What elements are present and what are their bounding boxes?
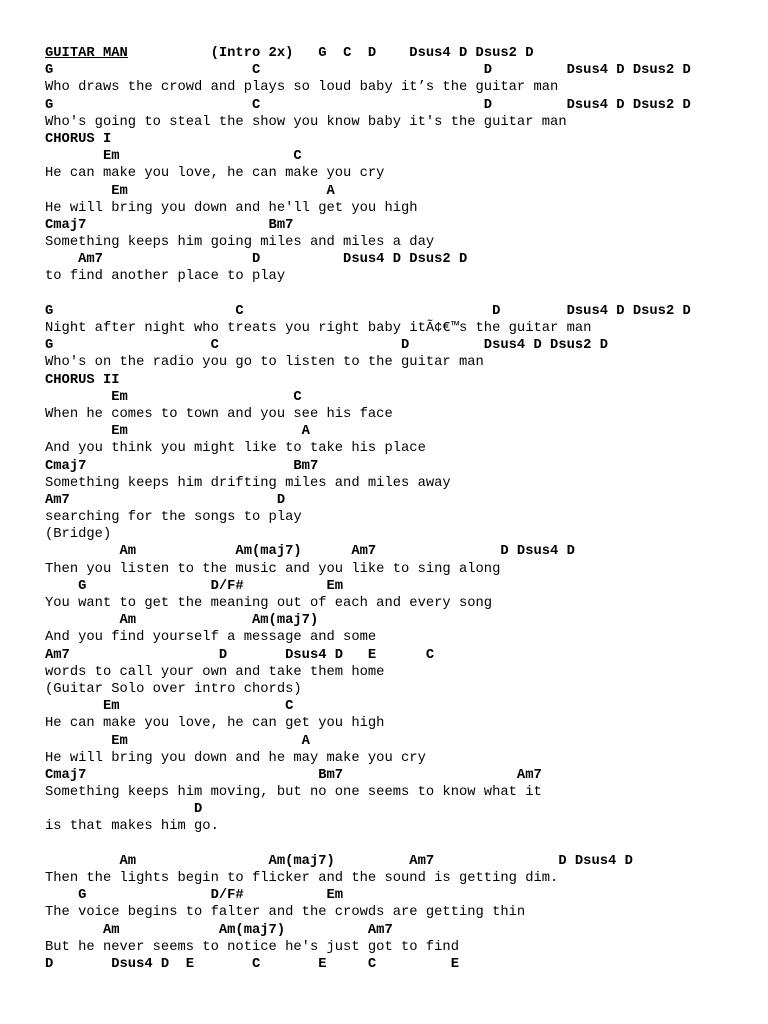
chord-line: Am7 D — [45, 492, 286, 508]
lyric-line: But he never seems to notice he's just got to find — [45, 939, 459, 955]
lyric-line: He can make you love, he can make you cry — [45, 166, 385, 182]
lyric-line: And you find yourself a message and some — [45, 630, 377, 646]
chord-sheet — [45, 45, 745, 973]
lyric-line: Something keeps him going miles and miles a day — [45, 235, 435, 251]
lyric-line: Then the lights begin to flicker and the sound is getting dim. — [45, 871, 559, 886]
lyric-line: to find another place to play — [45, 269, 286, 285]
lyric-line: Who draws the crowd and plays so loud baby it’s the guitar man — [45, 80, 559, 96]
song-header — [45, 45, 745, 62]
lyric-line: Who's on the radio you go to listen to the guitar man — [45, 355, 484, 371]
lyric-line: words to call your own and take them home — [45, 664, 385, 680]
lyric-line: Who's going to steal the show you know baby it's the guitar man — [45, 114, 567, 130]
chord-line: G C D Dsus4 D Dsus2 D — [45, 303, 691, 319]
blank-line — [45, 836, 745, 853]
lyric-line: He will bring you down and he may make you cry — [45, 750, 426, 766]
song-title: GUITAR MAN — [45, 46, 128, 61]
chord-line: Em A — [45, 733, 310, 749]
lyric-line: When he comes to town and you see his face — [45, 406, 393, 422]
chord-line: G C D Dsus4 D Dsus2 D — [45, 63, 691, 79]
chord-line: Em A — [45, 183, 335, 199]
lyric-line: is that makes him go. — [45, 819, 219, 835]
lyric-line: The voice begins to falter and the crowds are getting thin — [45, 905, 526, 921]
lyric-line: Something keeps him drifting miles and miles away — [45, 475, 451, 491]
blank-line — [45, 286, 745, 303]
chord-line: Cmaj7 Bm7 — [45, 458, 319, 474]
chord-line: Cmaj7 Bm7 Am7 — [45, 767, 542, 783]
lyric-line: searching for the songs to play — [45, 510, 302, 526]
chord-line: Cmaj7 Bm7 — [45, 217, 294, 233]
chord-line: Em C — [45, 699, 294, 715]
chord-line: Am Am(maj7) Am7 D Dsus4 D — [45, 544, 575, 560]
lyric-line: You want to get the meaning out of each and every song — [45, 596, 493, 611]
chord-line: Am Am(maj7) — [45, 613, 319, 629]
section-note: (Guitar Solo over intro chords) — [45, 681, 302, 697]
song-lines — [45, 62, 745, 973]
lyric-line: He will bring you down and he'll get you high — [45, 200, 418, 216]
chord-line: G D/F# Em — [45, 578, 344, 594]
lyric-line: Night after night who treats you right baby itÃ¢€™s the guitar man — [45, 321, 592, 336]
chord-line: D Dsus4 D E C E C E — [45, 956, 459, 972]
lyric-line: He can make you love, he can get you high — [45, 716, 385, 732]
chord-line: Em C — [45, 389, 302, 405]
chord-line: Am Am(maj7) Am7 — [45, 922, 393, 938]
chord-line: Am Am(maj7) Am7 D Dsus4 D — [45, 853, 633, 869]
section-note: (Bridge) — [45, 527, 112, 543]
section-heading: CHORUS I — [45, 131, 112, 147]
chord-line: Am7 D Dsus4 D E C — [45, 647, 435, 663]
lyric-line: And you think you might like to take his place — [45, 441, 426, 457]
chord-line: G C D Dsus4 D Dsus2 D — [45, 338, 609, 354]
section-heading: CHORUS II — [45, 372, 120, 388]
chord-line: D — [45, 802, 203, 818]
lyric-line: Something keeps him moving, but no one seems to know what it — [45, 785, 542, 801]
chord-line: Em A — [45, 424, 310, 440]
intro-chords: (Intro 2x) G C D Dsus4 D Dsus2 D — [127, 46, 534, 61]
chord-line: Am7 D Dsus4 D Dsus2 D — [45, 252, 468, 268]
chord-line: G D/F# Em — [45, 888, 344, 904]
chord-line: Em C — [45, 149, 302, 165]
chord-line: G C D Dsus4 D Dsus2 D — [45, 97, 691, 113]
lyric-line: Then you listen to the music and you like to sing along — [45, 561, 501, 577]
